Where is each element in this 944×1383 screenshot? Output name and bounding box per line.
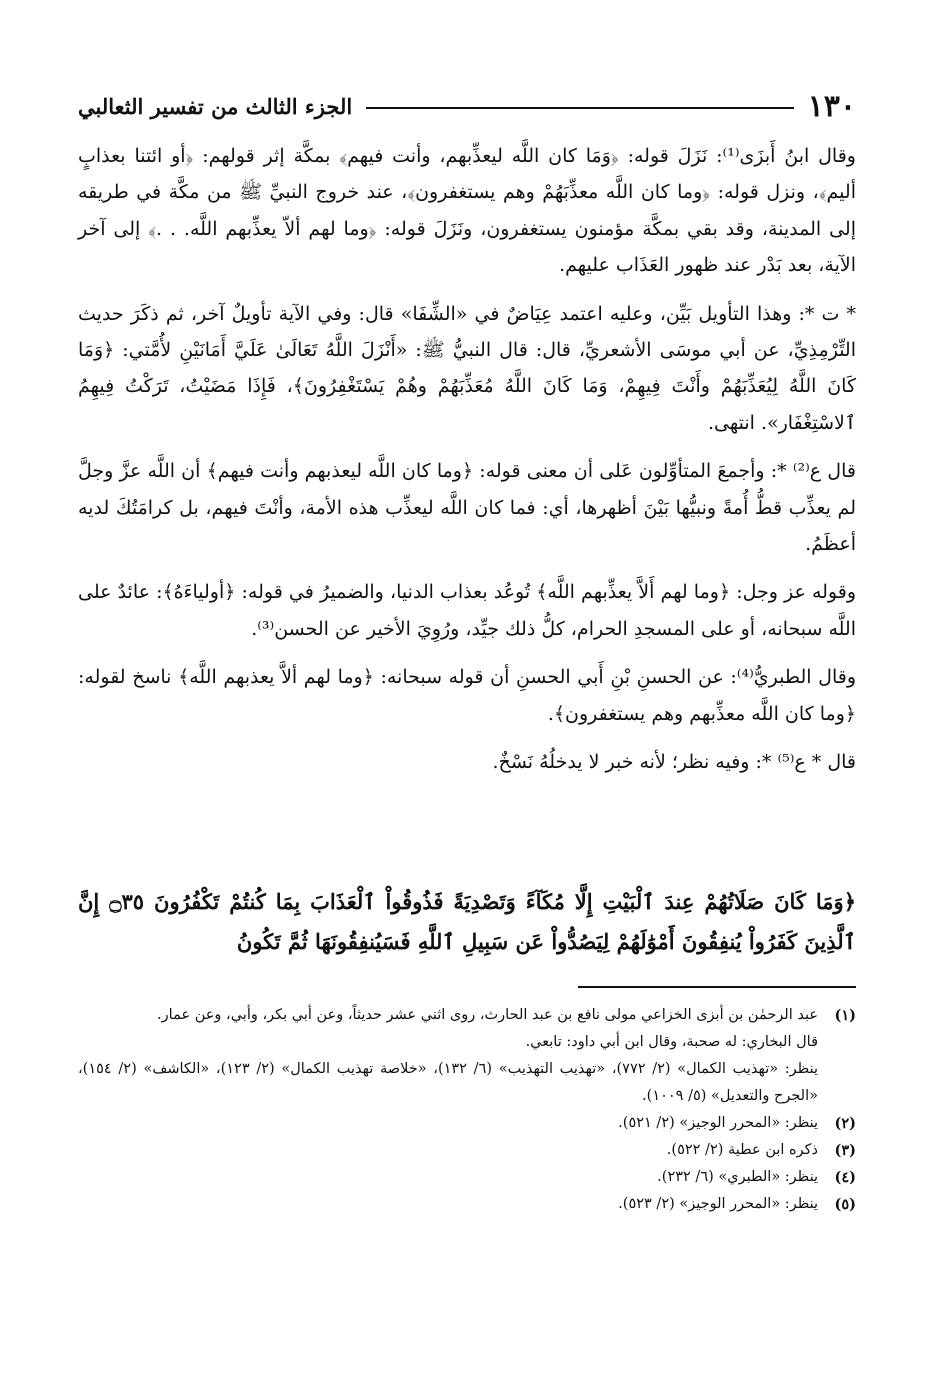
paragraph: * ت *: وهذا التأويل بَيِّن، وعليه اعتمد عِيَاضٌ في «الشِّفَا» قال: وفي الآية تأويلٌ آخر، ثم ذكَرَ حديث التِّرْمِذِيِّ، عن أبي موسَى الأشعريِّ، قال: قال النبيُّ ﷺ: «أَنْزَلَ اللَّهُ تَعَالَىٰ عَلَيَّ أَمَانَيْنِ لأُمَّتي: ﴿وَمَا كَانَ اللَّهُ لِيُعَذِّبَهُمْ وأَنْتَ فِيهِمْ، وَمَا كَانَ اللَّهُ مُعَذِّبَهُمْ وهُمْ يَسْتَغْفِرُونَ﴾، فَإِذَا مَضَيْتُ، تَرَكْتُ فِيهِمُ ٱلاسْتِغْفَار». انتهى.: [78, 302, 856, 434]
footnote: [78, 1002, 856, 1110]
footnote-text: ينظر: «الطبري» (٦/ ٢٣٢).: [657, 1169, 818, 1185]
footnote-number: (٣): [834, 1142, 856, 1159]
footnote-number: (٥): [834, 1196, 856, 1213]
footnote-text: ينظر: «المحرر الوجيز» (٢/ ٥٢١).: [618, 1115, 818, 1131]
paragraph: قال * ع⁽⁵⁾ *: وفيه نظر؛ لأنه خبر لا يدخلُهُ نَسْخٌ.: [492, 751, 856, 774]
footnote-text: ينظر: «المحرر الوجيز» (٢/ ٥٢٣).: [618, 1196, 818, 1212]
footnote-separator: [578, 986, 856, 988]
footnote: [78, 1137, 856, 1164]
running-title: الجزء الثالث من تفسير الثعالبي: [78, 93, 353, 119]
footnote: [78, 1164, 856, 1191]
running-header: [78, 86, 856, 126]
header-rule: [366, 107, 793, 109]
footnote-text: ذكره ابن عطية (٢/ ٥٢٢).: [666, 1142, 818, 1158]
footnote: [78, 1110, 856, 1137]
main-text: [78, 138, 856, 793]
footnote-number: (٤): [834, 1169, 856, 1186]
page-number: ١٣٠: [807, 88, 856, 124]
paragraph: وقال الطبريُّ⁽⁴⁾: عن الحسنِ بْنِ أَبي الحسنِ أن قوله سبحانه: ﴿وما لهم ألاَّ يعذبهم اللَّه﴾ ناسخ لقوله: ﴿وما كان اللَّه معذِّبهم وهم يستغفرون﴾.: [78, 666, 856, 725]
footnote-text: عبد الرحمٰن بن أبزى الخزاعي مولى نافع بن عبد الحارث، روى اثني عشر حديثاً، وعن أبي بكر، وأبي، وعن عمار.: [157, 1007, 818, 1023]
footnote: [78, 1191, 856, 1218]
paragraph: وقال ابنُ أَبزَى⁽¹⁾: نَزَلَ قوله: ﴿وَمَا كان اللَّه ليعذِّبهم، وأنت فيهم﴾ بمكَّة إثر قولهم: ﴿أو ائتنا بعذابٍ أليم﴾، ونزل قوله: ﴿وما كان اللَّه معذِّبَهُمْ وهم يستغفرون﴾، عند خروج النبيِّ ﷺ من مكَّة في طريقه إلى المدينة، وقد بقي بمكَّة مؤمنون يستغفرون، ونَزَلَ قوله: ﴿وما لهم ألاّ يعذِّبهم اللَّه. . .﴾ إلى آخر الآية، بعد بَدْر عند ظهور العَذَاب عليهم.: [78, 145, 856, 277]
footnote-text: ينظر: «تهذيب الكمال» (٢/ ٧٧٢)، «تهذيب التهذيب» (٦/ ١٣٢)، «خلاصة تهذيب الكمال» (٢/ ١٢٣)، «الكاشف» (٢/ ١٥٤)، «الجرح والتعديل» (٥/ ١٠٠٩).: [78, 1061, 818, 1104]
paragraph: قال ع⁽²⁾ *: وأجمعَ المتأوِّلون عَلى أن معنى قوله: ﴿وما كان اللَّه ليعذبهم وأنت فيهم﴾ أن اللَّه عزَّ وجلَّ لم يعذِّب قطُّ أُمةً ونبيُّها بَيْنَ أظهرها، أي: فما كان اللَّه ليعذِّب هذه الأمة، وأنْتَ فيهم، بل كرامَتُكَ لديه أعظَمُ.: [78, 460, 856, 556]
paragraph: وقوله عز وجل: ﴿وما لهم أَلاَّ يعذِّبهم اللَّه﴾ تُوعُد بعذاب الدنيا، والضميرُ في قوله: ﴿أولياءَهُ﴾: عائدٌ على اللَّه سبحانه، أو على المسجدِ الحرام، كلُّ ذلك جيِّد، ورُوِيَ الأخير عن الحسن⁽³⁾.: [78, 581, 856, 640]
footnote-text: قال البخاري: له صحبة، وقال ابن أبي داود: تابعي.: [525, 1034, 818, 1050]
footnotes: [78, 1002, 856, 1218]
footnote-number: (١): [834, 1007, 856, 1024]
quran-verse: ﴿وَمَا كَانَ صَلَاتُهُمْ عِندَ ٱلْبَيْتِ إِلَّا مُكَآءً وَتَصْدِيَةً فَذُوقُواْ ٱلْعَذَابَ بِمَا كُنتُمْ تَكْفُرُونَ ۝٣٥ إِنَّ ٱلَّذِينَ كَفَرُواْ يُنفِقُونَ أَمْوَٰلَهُمْ لِيَصُدُّواْ عَن سَبِيلِ ٱللَّهِ فَسَيُنفِقُونَهَا ثُمَّ تَكُونُ: [78, 889, 856, 954]
footnote-number: (٢): [834, 1115, 856, 1132]
